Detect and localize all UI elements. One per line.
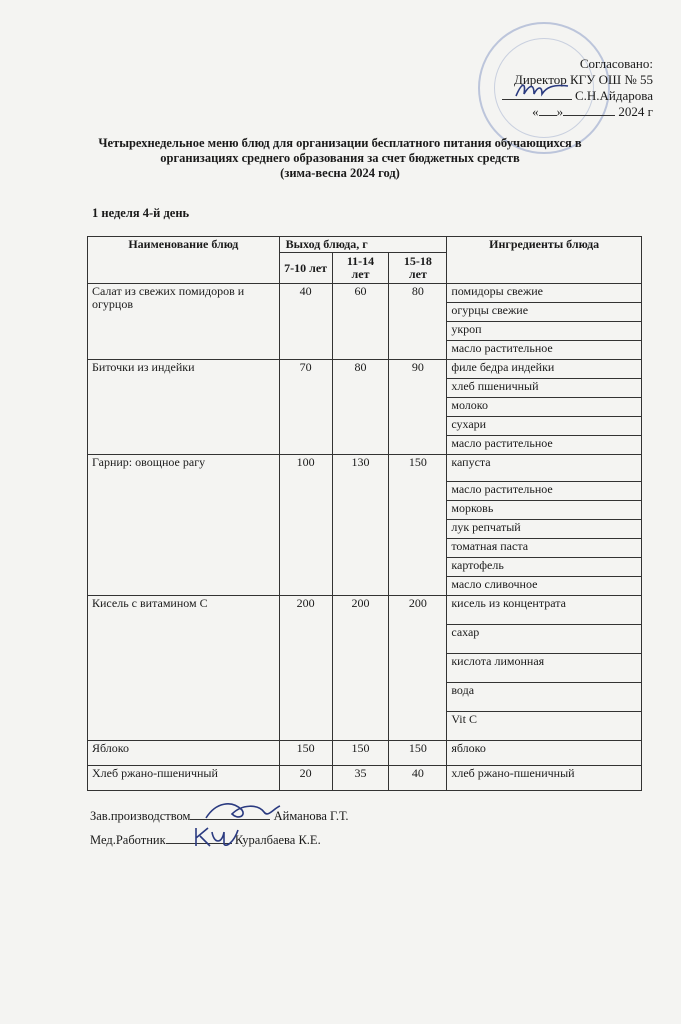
ingredient-cell: томатная паста	[447, 539, 642, 558]
portion-value-cell: 150	[389, 455, 447, 596]
medic-signature	[190, 824, 240, 852]
medic-label: Мед.Работник	[90, 833, 166, 847]
dish-name-cell: Яблоко	[88, 741, 280, 766]
ingredient-cell: филе бедра индейки	[447, 360, 642, 379]
ingredient-cell: кислота лимонная	[447, 654, 642, 683]
portion-value-cell: 90	[389, 360, 447, 455]
table-row	[88, 741, 642, 766]
medic-name: Куралбаева К.Е.	[234, 833, 321, 847]
portion-value-cell: 70	[279, 360, 332, 455]
portion-value-cell: 40	[389, 766, 447, 791]
week-day-heading: 1 неделя 4-й день	[92, 206, 190, 220]
ingredient-cell: масло сливочное	[447, 577, 642, 596]
portion-value-cell: 150	[279, 741, 332, 766]
table-row	[88, 596, 642, 625]
dish-name-cell: Хлеб ржано-пшеничный	[88, 766, 280, 791]
document-title: Четырехнедельное меню блюд для организации бесплатного питания обучающихся в организациях среднего образования за счет бюджетных средств (зима-весна 2024 год)	[98, 136, 582, 180]
col-ingredients-header: Ингредиенты блюда	[447, 237, 642, 284]
production-signature	[202, 798, 282, 826]
dish-name-cell: Салат из свежих помидоров и огурцов	[88, 284, 280, 360]
age-group-header: 7-10 лет	[279, 253, 332, 284]
ingredient-cell: молоко	[447, 398, 642, 417]
portion-value-cell: 20	[279, 766, 332, 791]
ingredient-cell: сухари	[447, 417, 642, 436]
table-row	[88, 455, 642, 482]
ingredient-cell: капуста	[447, 455, 642, 482]
approval-date: « » 2024 г	[532, 104, 653, 119]
ingredient-cell: Vit C	[447, 712, 642, 741]
medic-signature-row	[90, 828, 349, 852]
portion-value-cell: 35	[332, 766, 389, 791]
ingredient-cell: хлеб ржано-пшеничный	[447, 766, 642, 791]
table-row	[88, 284, 642, 303]
approval-name: С.Н.Айдарова	[574, 88, 653, 103]
portion-value-cell: 150	[389, 741, 447, 766]
portion-value-cell: 200	[279, 596, 332, 741]
ingredient-cell: картофель	[447, 558, 642, 577]
age-group-header: 11-14 лет	[332, 253, 389, 284]
portion-value-cell: 60	[332, 284, 389, 360]
ingredient-cell: масло растительное	[447, 436, 642, 455]
age-group-header: 15-18 лет	[389, 253, 447, 284]
signatures-block	[90, 804, 349, 852]
ingredient-cell: масло растительное	[447, 482, 642, 501]
production-label: Зав.производством	[90, 809, 191, 823]
portion-value-cell: 200	[332, 596, 389, 741]
ingredient-cell: морковь	[447, 501, 642, 520]
portion-value-cell: 40	[279, 284, 332, 360]
production-name: Айманова Г.Т.	[273, 809, 349, 823]
portion-value-cell: 80	[332, 360, 389, 455]
approval-agreed: Согласовано:	[579, 56, 653, 71]
portion-value-cell: 130	[332, 455, 389, 596]
ingredient-cell: масло растительное	[447, 341, 642, 360]
ingredient-cell: укроп	[447, 322, 642, 341]
ingredient-cell: кисель из концентрата	[447, 596, 642, 625]
col-output-header: Выход блюда, г	[279, 237, 447, 253]
director-signature	[512, 78, 572, 102]
table-row	[88, 766, 642, 791]
dish-name-cell: Биточки из индейки	[88, 360, 280, 455]
ingredient-cell: лук репчатый	[447, 520, 642, 539]
ingredient-cell: яблоко	[447, 741, 642, 766]
ingredient-cell: огурцы свежие	[447, 303, 642, 322]
ingredient-cell: сахар	[447, 625, 642, 654]
table-row	[88, 360, 642, 379]
dish-name-cell: Кисель с витамином С	[88, 596, 280, 741]
menu-table	[87, 236, 642, 791]
dish-name-cell: Гарнир: овощное рагу	[88, 455, 280, 596]
ingredient-cell: хлеб пшеничный	[447, 379, 642, 398]
portion-value-cell: 150	[332, 741, 389, 766]
table-header-row	[88, 237, 642, 253]
portion-value-cell: 80	[389, 284, 447, 360]
col-dish-header: Наименование блюд	[88, 237, 280, 284]
approval-year: 2024 г	[618, 104, 653, 119]
ingredient-cell: вода	[447, 683, 642, 712]
portion-value-cell: 200	[389, 596, 447, 741]
ingredient-cell: помидоры свежие	[447, 284, 642, 303]
approval-director: Директор КГУ ОШ № 55	[513, 72, 653, 87]
portion-value-cell: 100	[279, 455, 332, 596]
